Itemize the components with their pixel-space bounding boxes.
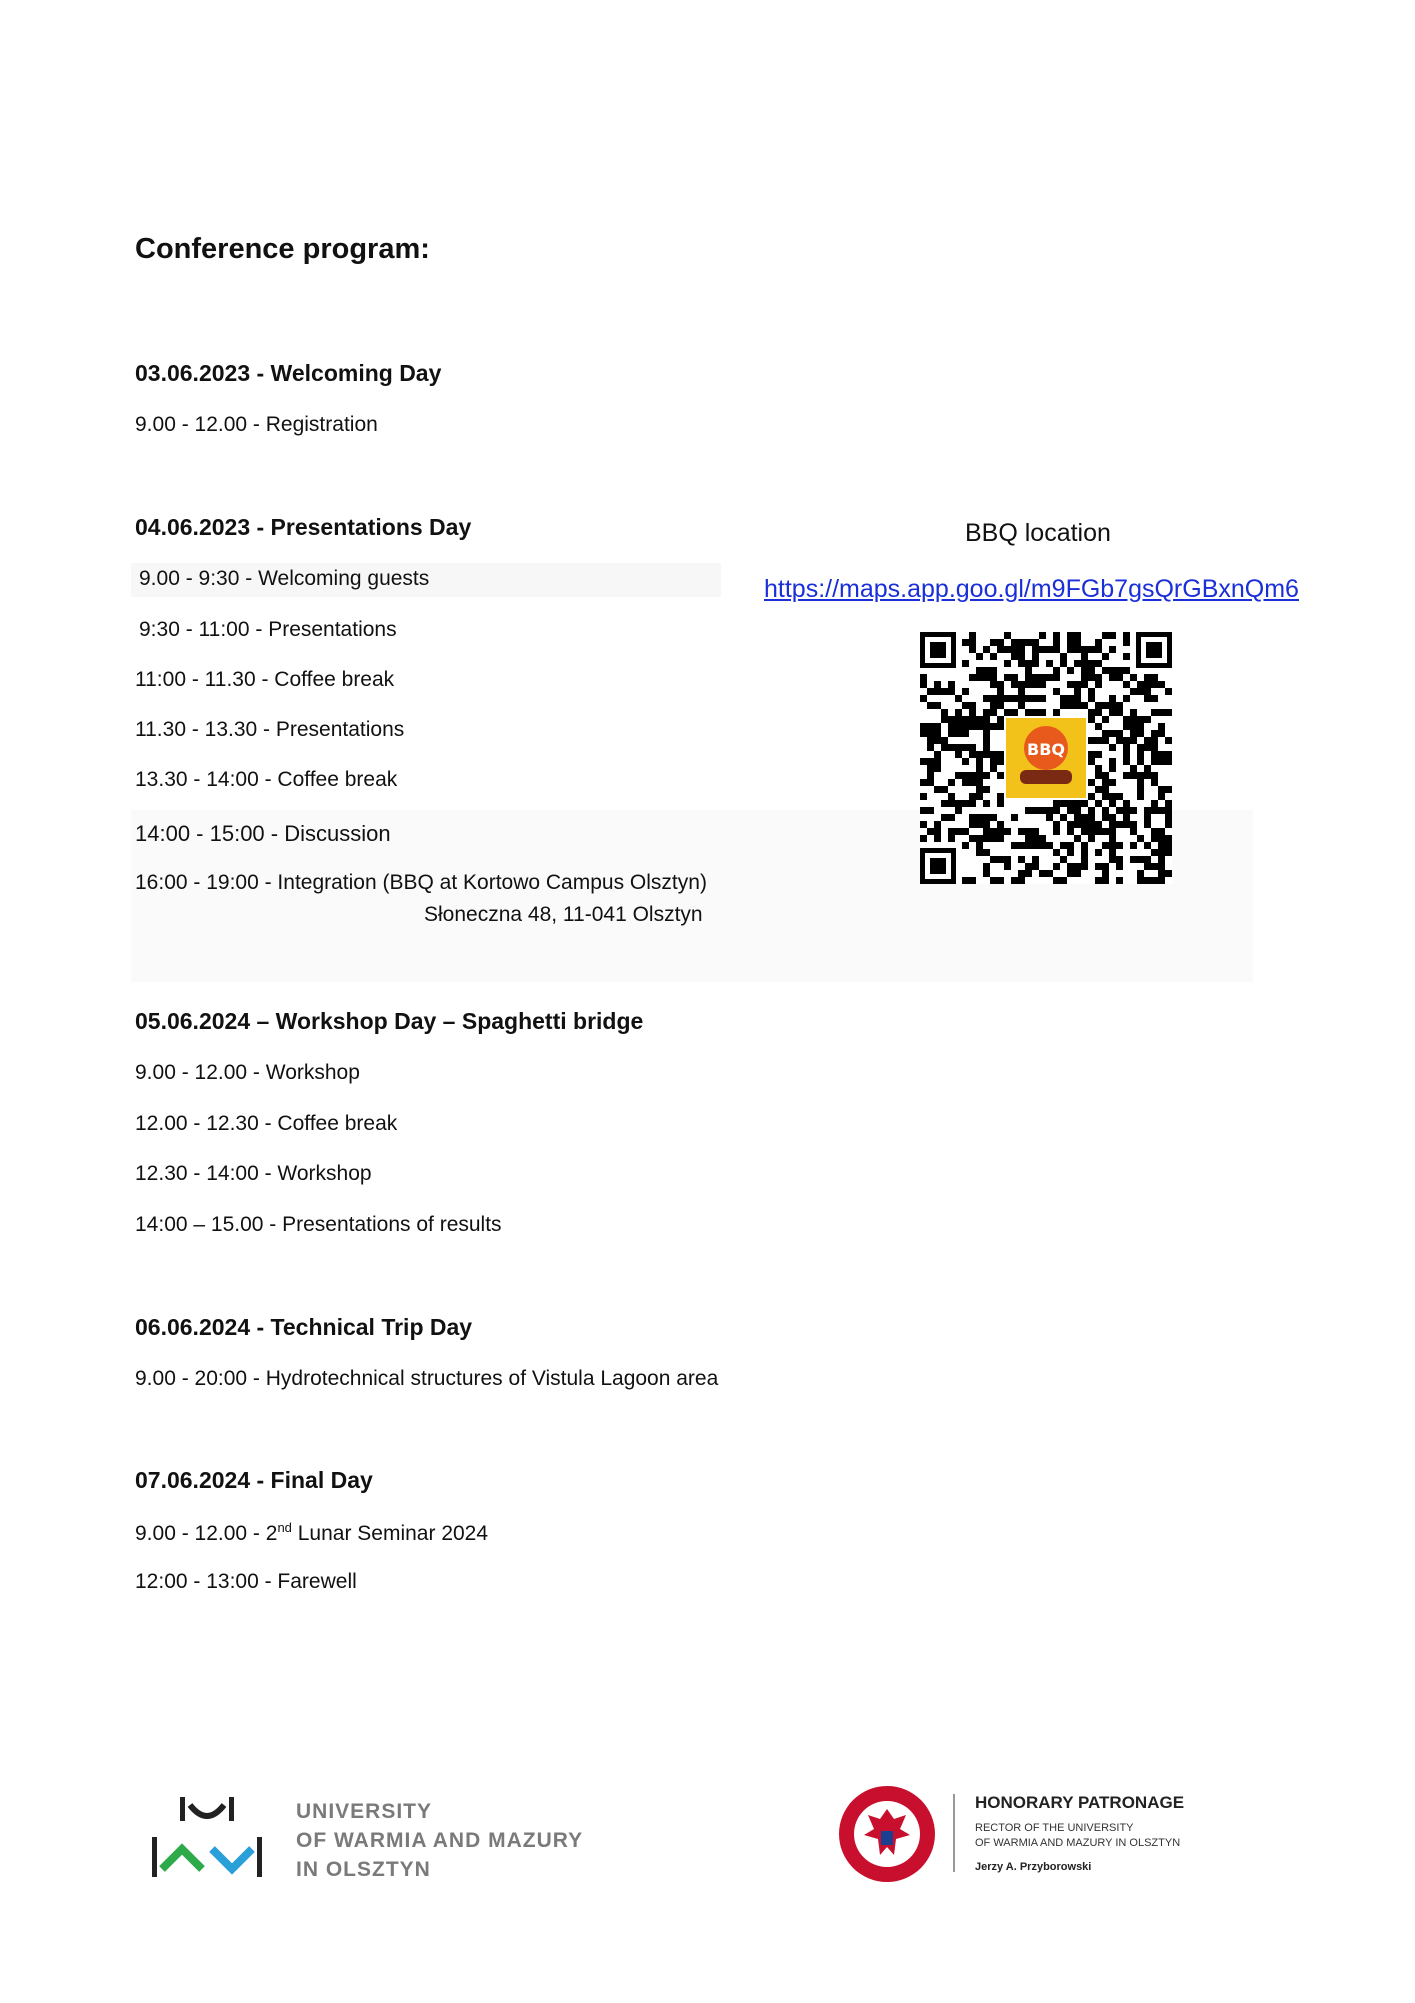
schedule-item: 14:00 - 15:00 - Discussion [135,821,391,846]
schedule-item: 12:00 - 13:00 - Farewell [135,1570,357,1593]
schedule-item: 9.00 - 20:00 - Hydrotechnical structures of Vistula Lagoon area [135,1367,719,1390]
page-title: Conference program: [135,233,430,265]
schedule-item: 11.30 - 13.30 - Presentations [135,718,405,741]
schedule-item: 12.00 - 12.30 - Coffee break [135,1112,398,1135]
schedule-item: 9.00 - 12.00 - 2nd Lunar Seminar 2024 [135,1520,489,1545]
bbq-map-link[interactable]: https://maps.app.goo.gl/m9FGb7gsQrGBxnQm6 [764,575,1299,603]
day-heading: 04.06.2023 - Presentations Day [135,514,472,540]
bbq-location-label: BBQ location [965,519,1111,547]
patronage-title: HONORARY PATRONAGE [975,1793,1185,1812]
patronage-line: OF WARMIA AND MAZURY IN OLSZTYN [975,1837,1181,1849]
schedule-item: 9.00 - 12.00 - Registration [135,413,378,436]
divider [953,1794,955,1872]
schedule-item: 16:00 - 19:00 - Integration (BBQ at Kortowo Campus Olsztyn) [135,871,707,894]
schedule-item: 12.30 - 14:00 - Workshop [135,1162,372,1185]
university-name: OF WARMIA AND MAZURY [296,1829,584,1852]
schedule-item: 11:00 - 11.30 - Coffee break [135,668,395,691]
uwm-logo-icon [152,1795,262,1885]
qr-code [920,632,1172,884]
day-heading: 06.06.2024 - Technical Trip Day [135,1314,473,1340]
svg-text:BBQ: BBQ [1027,740,1065,759]
day-heading: 07.06.2024 - Final Day [135,1467,373,1493]
schedule-item: 9:30 - 11:00 - Presentations [139,618,397,641]
schedule-item: 13.30 - 14:00 - Coffee break [135,768,398,791]
university-name: UNIVERSITY [296,1800,433,1823]
patronage-name: Jerzy A. Przyborowski [975,1861,1092,1873]
patronage-line: RECTOR OF THE UNIVERSITY [975,1822,1134,1834]
day-heading: 03.06.2023 - Welcoming Day [135,360,442,386]
bbq-badge-icon [1006,718,1086,798]
university-logo [152,1795,262,1890]
schedule-item: 9.00 - 9:30 - Welcoming guests [139,567,430,590]
university-name: IN OLSZTYN [296,1858,431,1881]
schedule-item: 14:00 – 15.00 - Presentations of results [135,1213,502,1236]
day-heading: 05.06.2024 – Workshop Day – Spaghetti bridge [135,1008,644,1034]
address: Słoneczna 48, 11-041 Olsztyn [424,903,703,926]
university-seal-icon [838,1785,936,1883]
schedule-item: 9.00 - 12.00 - Workshop [135,1061,360,1084]
